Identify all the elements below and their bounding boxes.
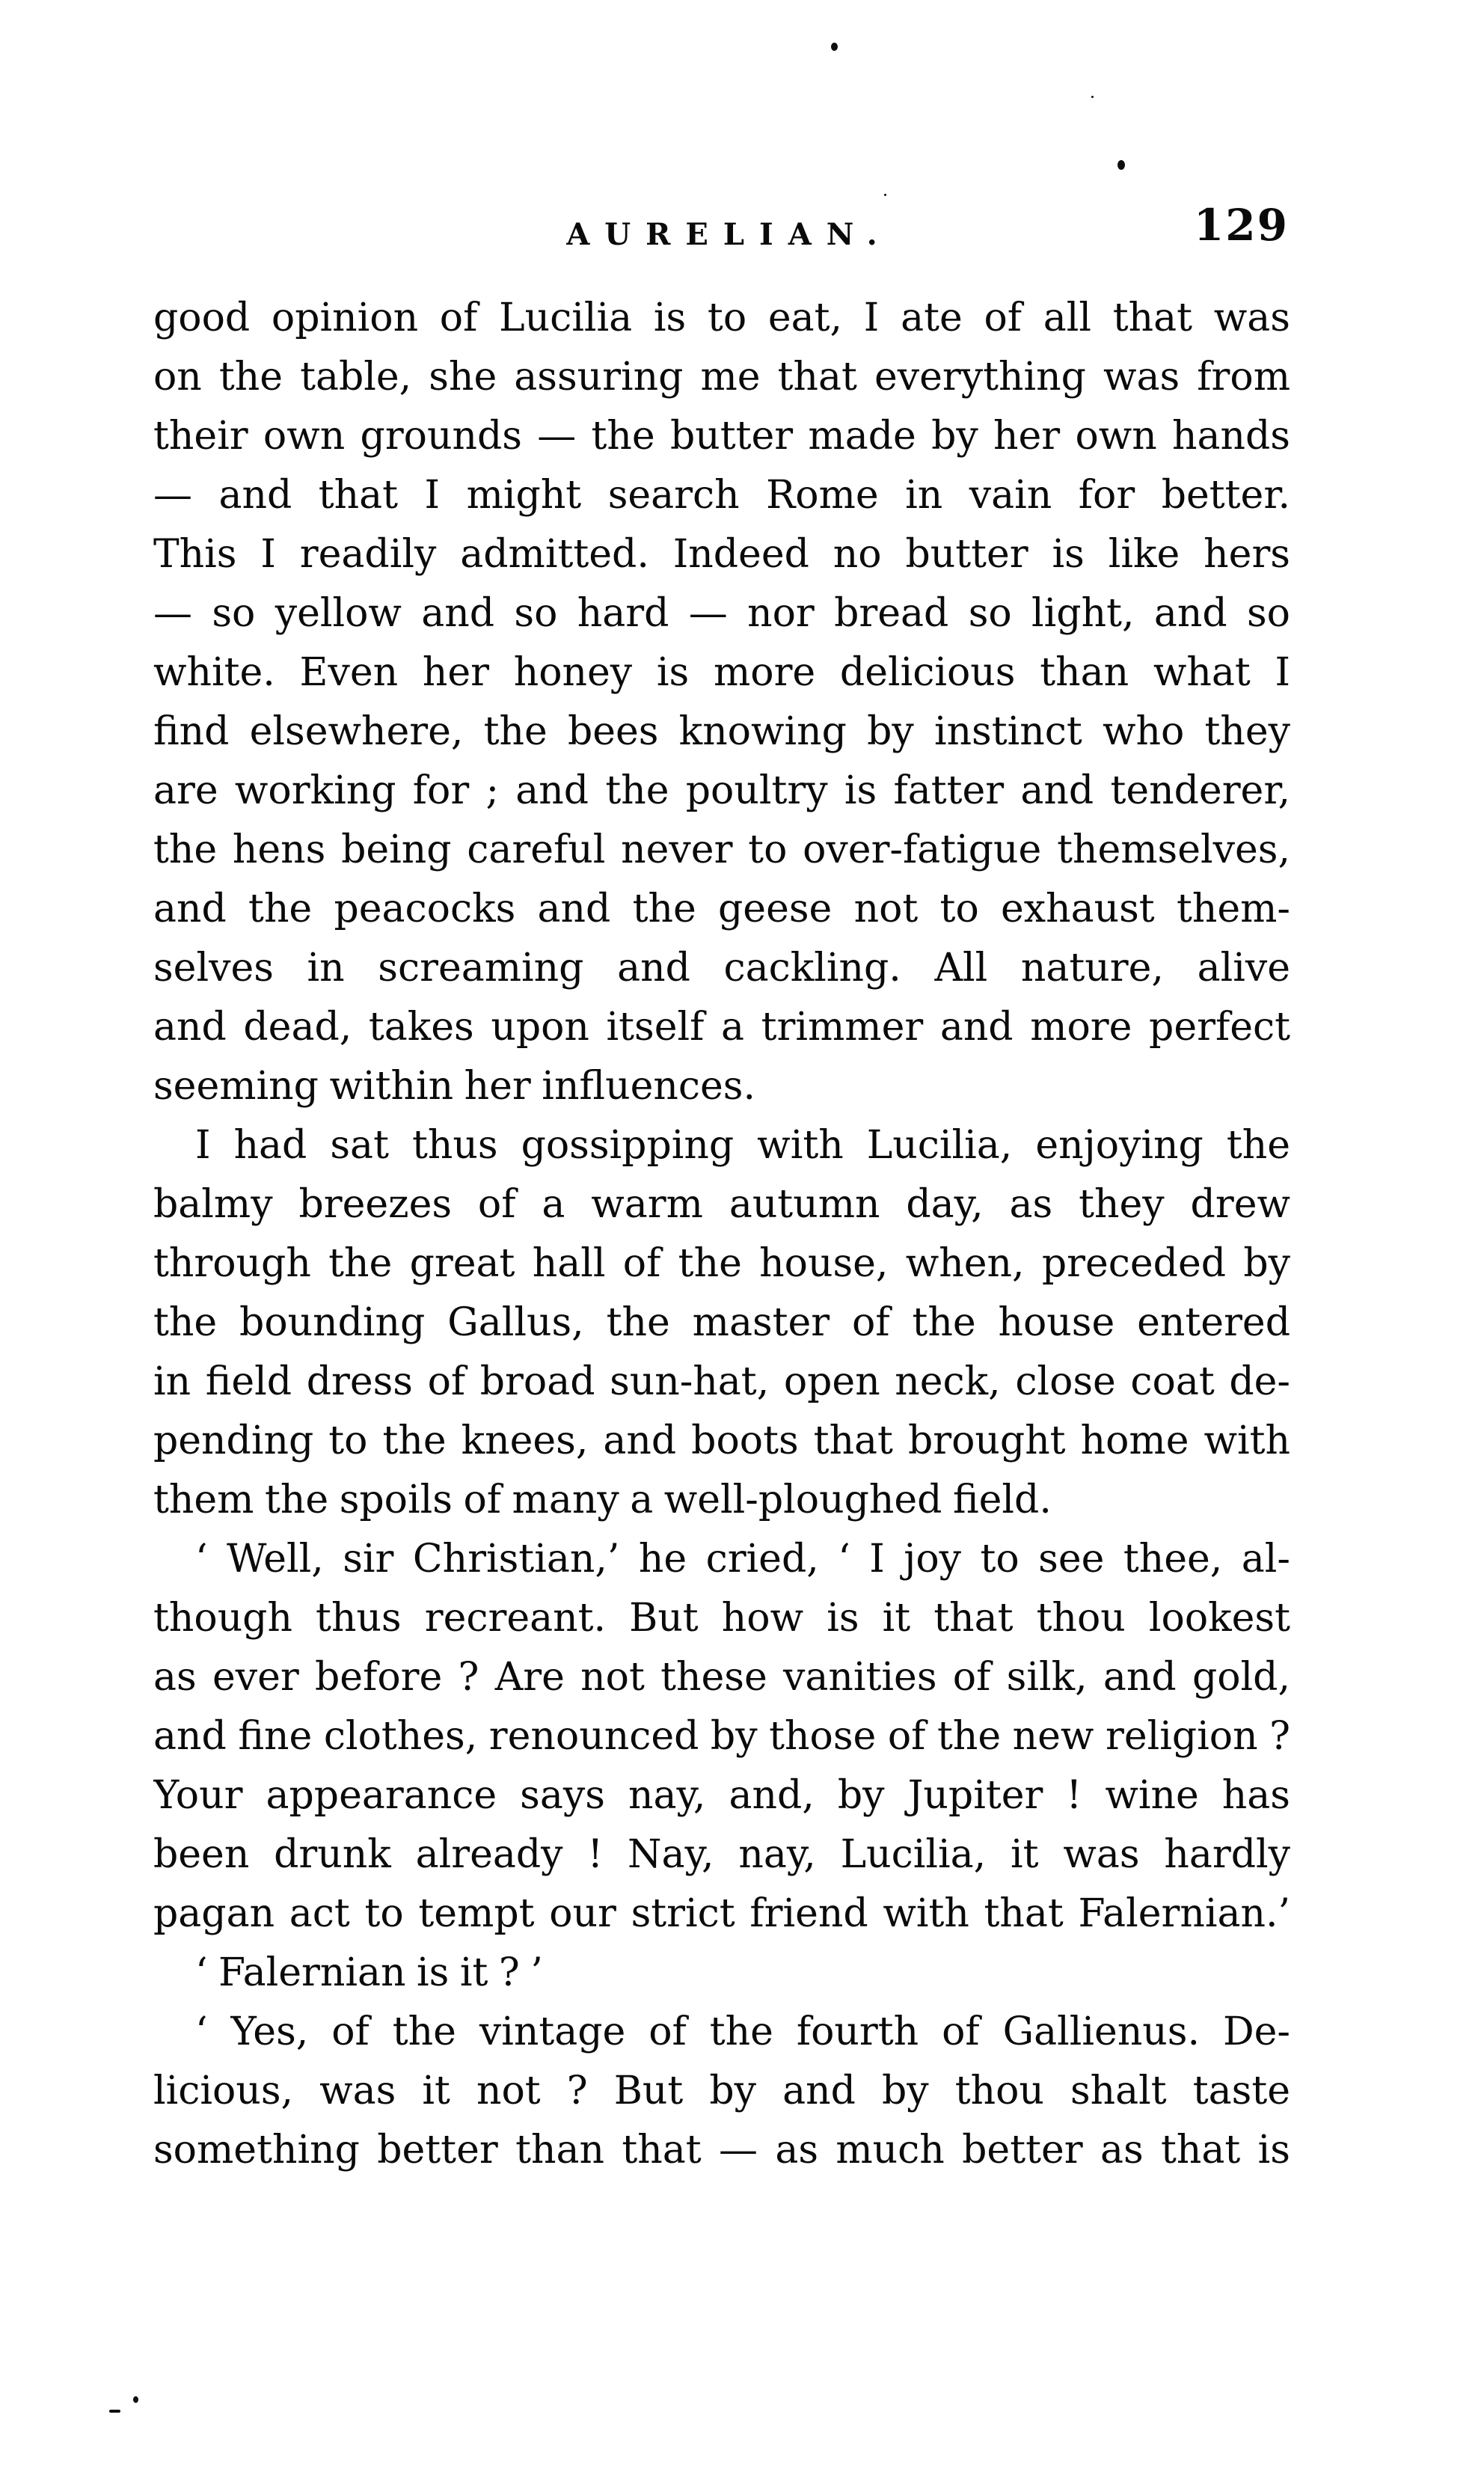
text-line: them the spoils of many a well-ploughed field. — [153, 1478, 1052, 1522]
text-line: the bounding Gallus, the master of the house entered — [153, 1300, 1290, 1345]
text-line: though thus recreant. But how is it that thou lookest — [153, 1596, 1290, 1641]
text-line: and dead, takes upon itself a trimmer and more perfect — [153, 1005, 1290, 1050]
text-line: good opinion of Lucilia is to eat, I ate of all that was — [153, 296, 1290, 340]
text-line: Your appearance says nay, and, by Jupiter ! wine has — [153, 1773, 1290, 1818]
page-number: 129 — [1193, 200, 1289, 251]
text-line: ‘ Falernian is it ? ’ — [195, 1950, 543, 1995]
text-line: been drunk already ! Nay, nay, Lucilia, it was hardly — [153, 1832, 1290, 1877]
text-line: licious, was it not ? But by and by thou shalt taste — [153, 2069, 1290, 2113]
text-line: through the great hall of the house, when, preceded by — [153, 1241, 1290, 1286]
text-line: as ever before ? Are not these vanities of silk, and gold, — [153, 1655, 1290, 1700]
ink-speck — [133, 2396, 138, 2403]
text-line: pending to the knees, and boots that brought home with — [153, 1418, 1290, 1463]
ink-speck — [109, 2410, 120, 2413]
text-line: seeming within her influences. — [153, 1064, 755, 1109]
text-line: ‘ Yes, of the vintage of the fourth of Gallienus. De- — [195, 2009, 1290, 2054]
text-line: their own grounds — the butter made by her own hands — [153, 414, 1290, 459]
text-line: the hens being careful never to over-fatigue themselves, — [153, 827, 1290, 872]
text-line: — so yellow and so hard — nor bread so light, and so — [153, 591, 1290, 636]
text-line: are working for ; and the poultry is fatter and tenderer, — [153, 768, 1290, 813]
text-line: find elsewhere, the bees knowing by instinct who they — [153, 709, 1290, 754]
text-line: something better than that — as much better as that is — [153, 2128, 1290, 2173]
text-line: This I readily admitted. Indeed no butter is like hers — [153, 532, 1290, 577]
running-head — [153, 196, 1290, 263]
text-line: ‘ Well, sir Christian,’ he cried, ‘ I joy to see thee, al- — [195, 1537, 1290, 1582]
ink-speck — [831, 43, 838, 51]
text-line: in field dress of broad sun-hat, open neck, close coat de- — [153, 1359, 1290, 1404]
text-line: pagan act to tempt our strict friend with that Falernian.’ — [153, 1891, 1290, 1936]
text-line: I had sat thus gossipping with Lucilia, enjoying the — [195, 1123, 1290, 1168]
text-line: on the table, she assuring me that everything was from — [153, 355, 1290, 399]
text-line: and the peacocks and the geese not to exhaust them- — [153, 887, 1290, 931]
ink-speck — [1117, 160, 1125, 170]
text-line: — and that I might search Rome in vain for better. — [153, 473, 1290, 518]
text-line: selves in screaming and cackling. All nature, alive — [153, 946, 1290, 991]
body-text-block — [153, 289, 1290, 2180]
text-line: balmy breezes of a warm autumn day, as they drew — [153, 1182, 1290, 1227]
ink-speck — [884, 194, 886, 196]
text-line: white. Even her honey is more delicious than what I — [153, 650, 1290, 695]
running-title: AURELIAN. — [566, 217, 892, 252]
text-line: and fine clothes, renounced by those of the new religion ? — [153, 1714, 1290, 1759]
ink-speck — [1091, 96, 1094, 98]
